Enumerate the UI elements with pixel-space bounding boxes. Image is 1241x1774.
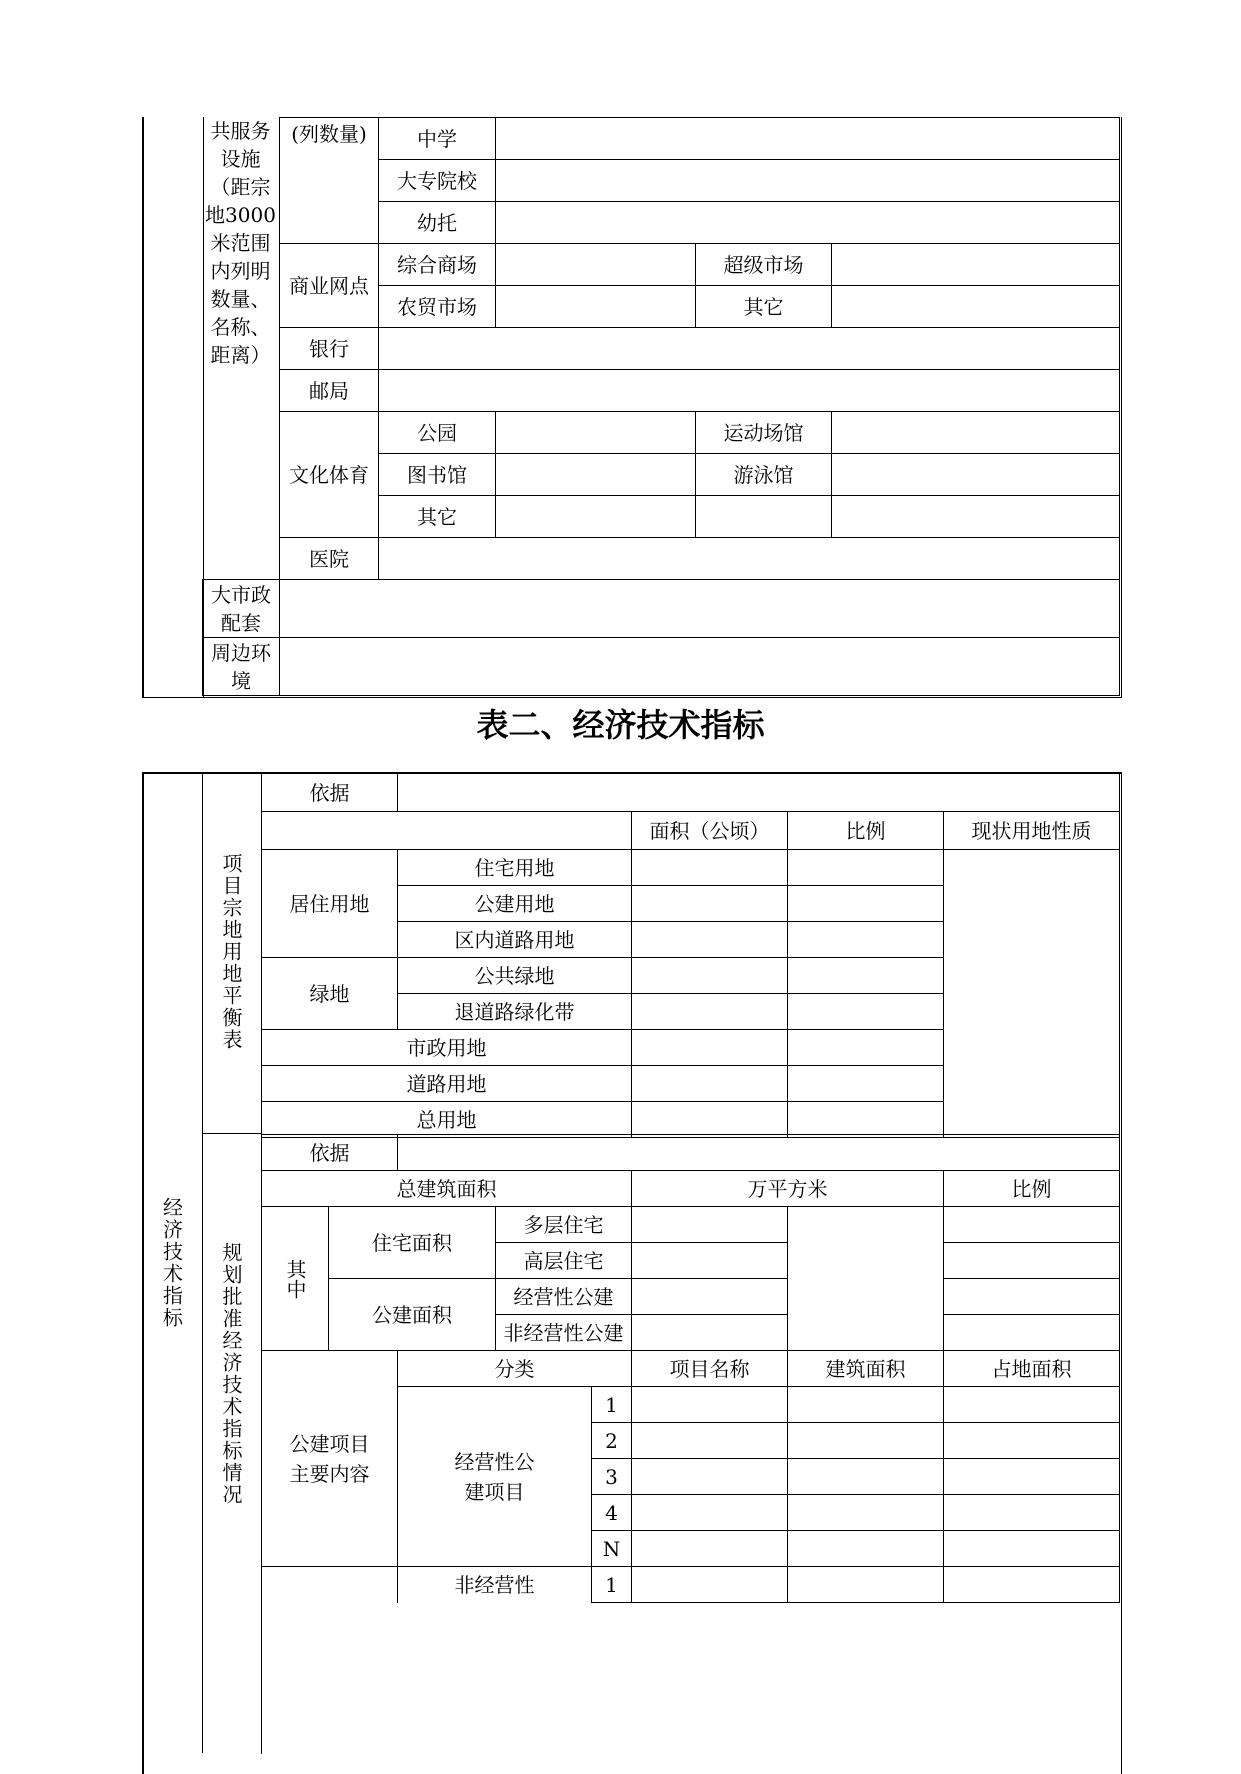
facility-label: 幼托 xyxy=(379,202,496,244)
project-name[interactable] xyxy=(632,1423,788,1459)
ratio-value[interactable] xyxy=(944,1207,1120,1243)
building-area[interactable] xyxy=(788,1459,944,1495)
land-area[interactable] xyxy=(944,1495,1120,1531)
ratio-value[interactable] xyxy=(788,1030,944,1066)
header-project-name: 项目名称 xyxy=(632,1351,788,1387)
outer-label: 经济技术指标 xyxy=(159,1197,184,1329)
project-name[interactable] xyxy=(632,1567,788,1603)
project-name[interactable] xyxy=(632,1387,788,1423)
row-number: 4 xyxy=(592,1495,632,1531)
municipal-label: 大市政配套 xyxy=(203,580,280,638)
header-building-area: 建筑面积 xyxy=(788,1351,944,1387)
facility-value[interactable] xyxy=(496,286,696,328)
facility-label: 综合商场 xyxy=(379,244,496,286)
count-label-cell xyxy=(280,118,379,244)
residential-land-label: 居住用地 xyxy=(262,850,398,958)
ratio-value[interactable] xyxy=(788,1066,944,1102)
ratio-value[interactable] xyxy=(788,958,944,994)
ratio-value[interactable] xyxy=(788,922,944,958)
table2-title: 表二、经济技术指标 xyxy=(476,706,765,744)
green-land-label: 绿地 xyxy=(262,958,398,1030)
land-item: 道路用地 xyxy=(262,1066,632,1102)
area-value[interactable] xyxy=(632,850,788,886)
surroundings-label: 周边环境 xyxy=(203,638,280,696)
residential-area-label: 住宅面积 xyxy=(329,1207,496,1279)
facility-value[interactable] xyxy=(379,328,1120,370)
plan-basis-label: 依据 xyxy=(262,1135,398,1171)
facility-value[interactable] xyxy=(379,370,1120,412)
land-section-cell xyxy=(202,773,262,1134)
current-use-value[interactable] xyxy=(944,850,1120,1138)
row-number: 3 xyxy=(592,1459,632,1495)
facility-label: 农贸市场 xyxy=(379,286,496,328)
facility-value[interactable] xyxy=(496,160,1120,202)
land-item: 退道路绿化带 xyxy=(398,994,632,1030)
facility-value[interactable] xyxy=(496,412,696,454)
building-type: 经营性公建 xyxy=(496,1279,632,1315)
public-area-label: 公建面积 xyxy=(329,1279,496,1351)
ratio-value[interactable] xyxy=(788,886,944,922)
hospital-label: 医院 xyxy=(280,538,379,580)
header-category: 分类 xyxy=(398,1351,632,1387)
row-number: 1 xyxy=(592,1387,632,1423)
facility-value[interactable] xyxy=(832,244,1120,286)
header-land-area: 占地面积 xyxy=(944,1351,1120,1387)
building-area[interactable] xyxy=(788,1387,944,1423)
surroundings-value[interactable] xyxy=(280,638,1120,696)
building-area[interactable] xyxy=(788,1567,944,1603)
ratio-value[interactable] xyxy=(944,1243,1120,1279)
facility-label: 中学 xyxy=(379,118,496,160)
land-basis-value[interactable] xyxy=(398,774,1120,812)
outer-label-cell xyxy=(142,773,203,1753)
facility-label: 运动场馆 xyxy=(696,412,832,454)
table1-bottom-rows xyxy=(202,579,1120,696)
facility-value[interactable] xyxy=(832,286,1120,328)
facility-label: 游泳馆 xyxy=(696,454,832,496)
area-merged-value[interactable] xyxy=(788,1207,944,1351)
facility-value[interactable] xyxy=(496,118,1120,160)
ratio-value[interactable] xyxy=(944,1315,1120,1351)
facility-value[interactable] xyxy=(496,496,696,538)
plan-indicators-table xyxy=(261,1134,1120,1351)
row-number: N xyxy=(592,1531,632,1567)
area-value[interactable] xyxy=(632,1207,788,1243)
area-value[interactable] xyxy=(632,1279,788,1315)
area-value[interactable] xyxy=(632,1243,788,1279)
facility-label: 图书馆 xyxy=(379,454,496,496)
project-name[interactable] xyxy=(632,1531,788,1567)
culture-label: 文化体育 xyxy=(280,412,379,538)
projects-label: 公建项目主要内容 xyxy=(262,1351,398,1567)
facility-value[interactable] xyxy=(832,496,1120,538)
row-number: 2 xyxy=(592,1423,632,1459)
land-area[interactable] xyxy=(944,1567,1120,1603)
header-ratio: 比例 xyxy=(788,812,944,850)
ratio-value[interactable] xyxy=(944,1279,1120,1315)
facility-label: 其它 xyxy=(379,496,496,538)
land-basis-label: 依据 xyxy=(262,774,398,812)
facility-value[interactable] xyxy=(832,454,1120,496)
building-type: 非经营性公建 xyxy=(496,1315,632,1351)
facility-label: 大专院校 xyxy=(379,160,496,202)
among-label-cell xyxy=(262,1207,329,1351)
land-area[interactable] xyxy=(944,1459,1120,1495)
noncommercial-label: 非经营性 xyxy=(398,1567,592,1603)
project-name[interactable] xyxy=(632,1495,788,1531)
ratio-value[interactable] xyxy=(788,850,944,886)
land-item: 住宅用地 xyxy=(398,850,632,886)
facility-label: 超级市场 xyxy=(696,244,832,286)
plan-basis-value[interactable] xyxy=(398,1135,1120,1171)
post-label: 邮局 xyxy=(280,370,379,412)
area-value[interactable] xyxy=(632,1066,788,1102)
land-item: 公建用地 xyxy=(398,886,632,922)
land-item: 区内道路用地 xyxy=(398,922,632,958)
commerce-label: 商业网点 xyxy=(280,244,379,328)
table1-left-label-cell xyxy=(202,117,280,580)
facility-label: 公园 xyxy=(379,412,496,454)
ratio-value[interactable] xyxy=(788,1102,944,1138)
count-label: (列数量) xyxy=(291,122,367,146)
area-value[interactable] xyxy=(632,922,788,958)
municipal-value[interactable] xyxy=(280,580,1120,638)
row-number: 1 xyxy=(592,1567,632,1603)
facility-value[interactable] xyxy=(496,202,1120,244)
land-area[interactable] xyxy=(944,1531,1120,1567)
building-area[interactable] xyxy=(788,1423,944,1459)
area-value[interactable] xyxy=(632,1102,788,1138)
land-balance-table xyxy=(261,773,1120,1138)
project-name[interactable] xyxy=(632,1459,788,1495)
land-item: 总用地 xyxy=(262,1102,632,1138)
land-item: 公共绿地 xyxy=(398,958,632,994)
ratio-label: 比例 xyxy=(944,1171,1120,1207)
land-area[interactable] xyxy=(944,1423,1120,1459)
land-area[interactable] xyxy=(944,1387,1120,1423)
facility-label xyxy=(696,496,832,538)
ratio-value[interactable] xyxy=(788,994,944,1030)
area-value[interactable] xyxy=(632,886,788,922)
facility-value[interactable] xyxy=(496,244,696,286)
header-blank xyxy=(262,812,632,850)
land-section-label: 项目宗地用地平衡表 xyxy=(219,853,243,1051)
plan-section-cell xyxy=(202,1134,262,1754)
building-type: 多层住宅 xyxy=(496,1207,632,1243)
bank-label: 银行 xyxy=(280,328,379,370)
projects-label-continued xyxy=(262,1567,398,1603)
facility-value[interactable] xyxy=(379,538,1120,580)
public-projects-table xyxy=(261,1350,1120,1603)
land-item: 市政用地 xyxy=(262,1030,632,1066)
header-current-use: 现状用地性质 xyxy=(944,812,1120,850)
commercial-label: 经营性公建项目 xyxy=(398,1387,592,1567)
area-value[interactable] xyxy=(632,1315,788,1351)
facility-label: 其它 xyxy=(696,286,832,328)
header-area: 面积（公顷） xyxy=(632,812,788,850)
unit-label: 万平方米 xyxy=(632,1171,944,1207)
among-label: 其中 xyxy=(283,1258,307,1299)
table1-facilities xyxy=(279,117,1120,580)
building-area[interactable] xyxy=(788,1495,944,1531)
area-value[interactable] xyxy=(632,1030,788,1066)
public-facility-label: 共服务设施（距宗地3000米范围内列明数量、名称、距离） xyxy=(205,119,276,367)
plan-section-label: 规划批准经济技术指标情况 xyxy=(219,1242,243,1506)
area-value[interactable] xyxy=(632,994,788,1030)
facility-value[interactable] xyxy=(496,454,696,496)
area-value[interactable] xyxy=(632,958,788,994)
facility-value[interactable] xyxy=(832,412,1120,454)
total-area-label: 总建筑面积 xyxy=(262,1171,632,1207)
building-area[interactable] xyxy=(788,1531,944,1567)
building-type: 高层住宅 xyxy=(496,1243,632,1279)
